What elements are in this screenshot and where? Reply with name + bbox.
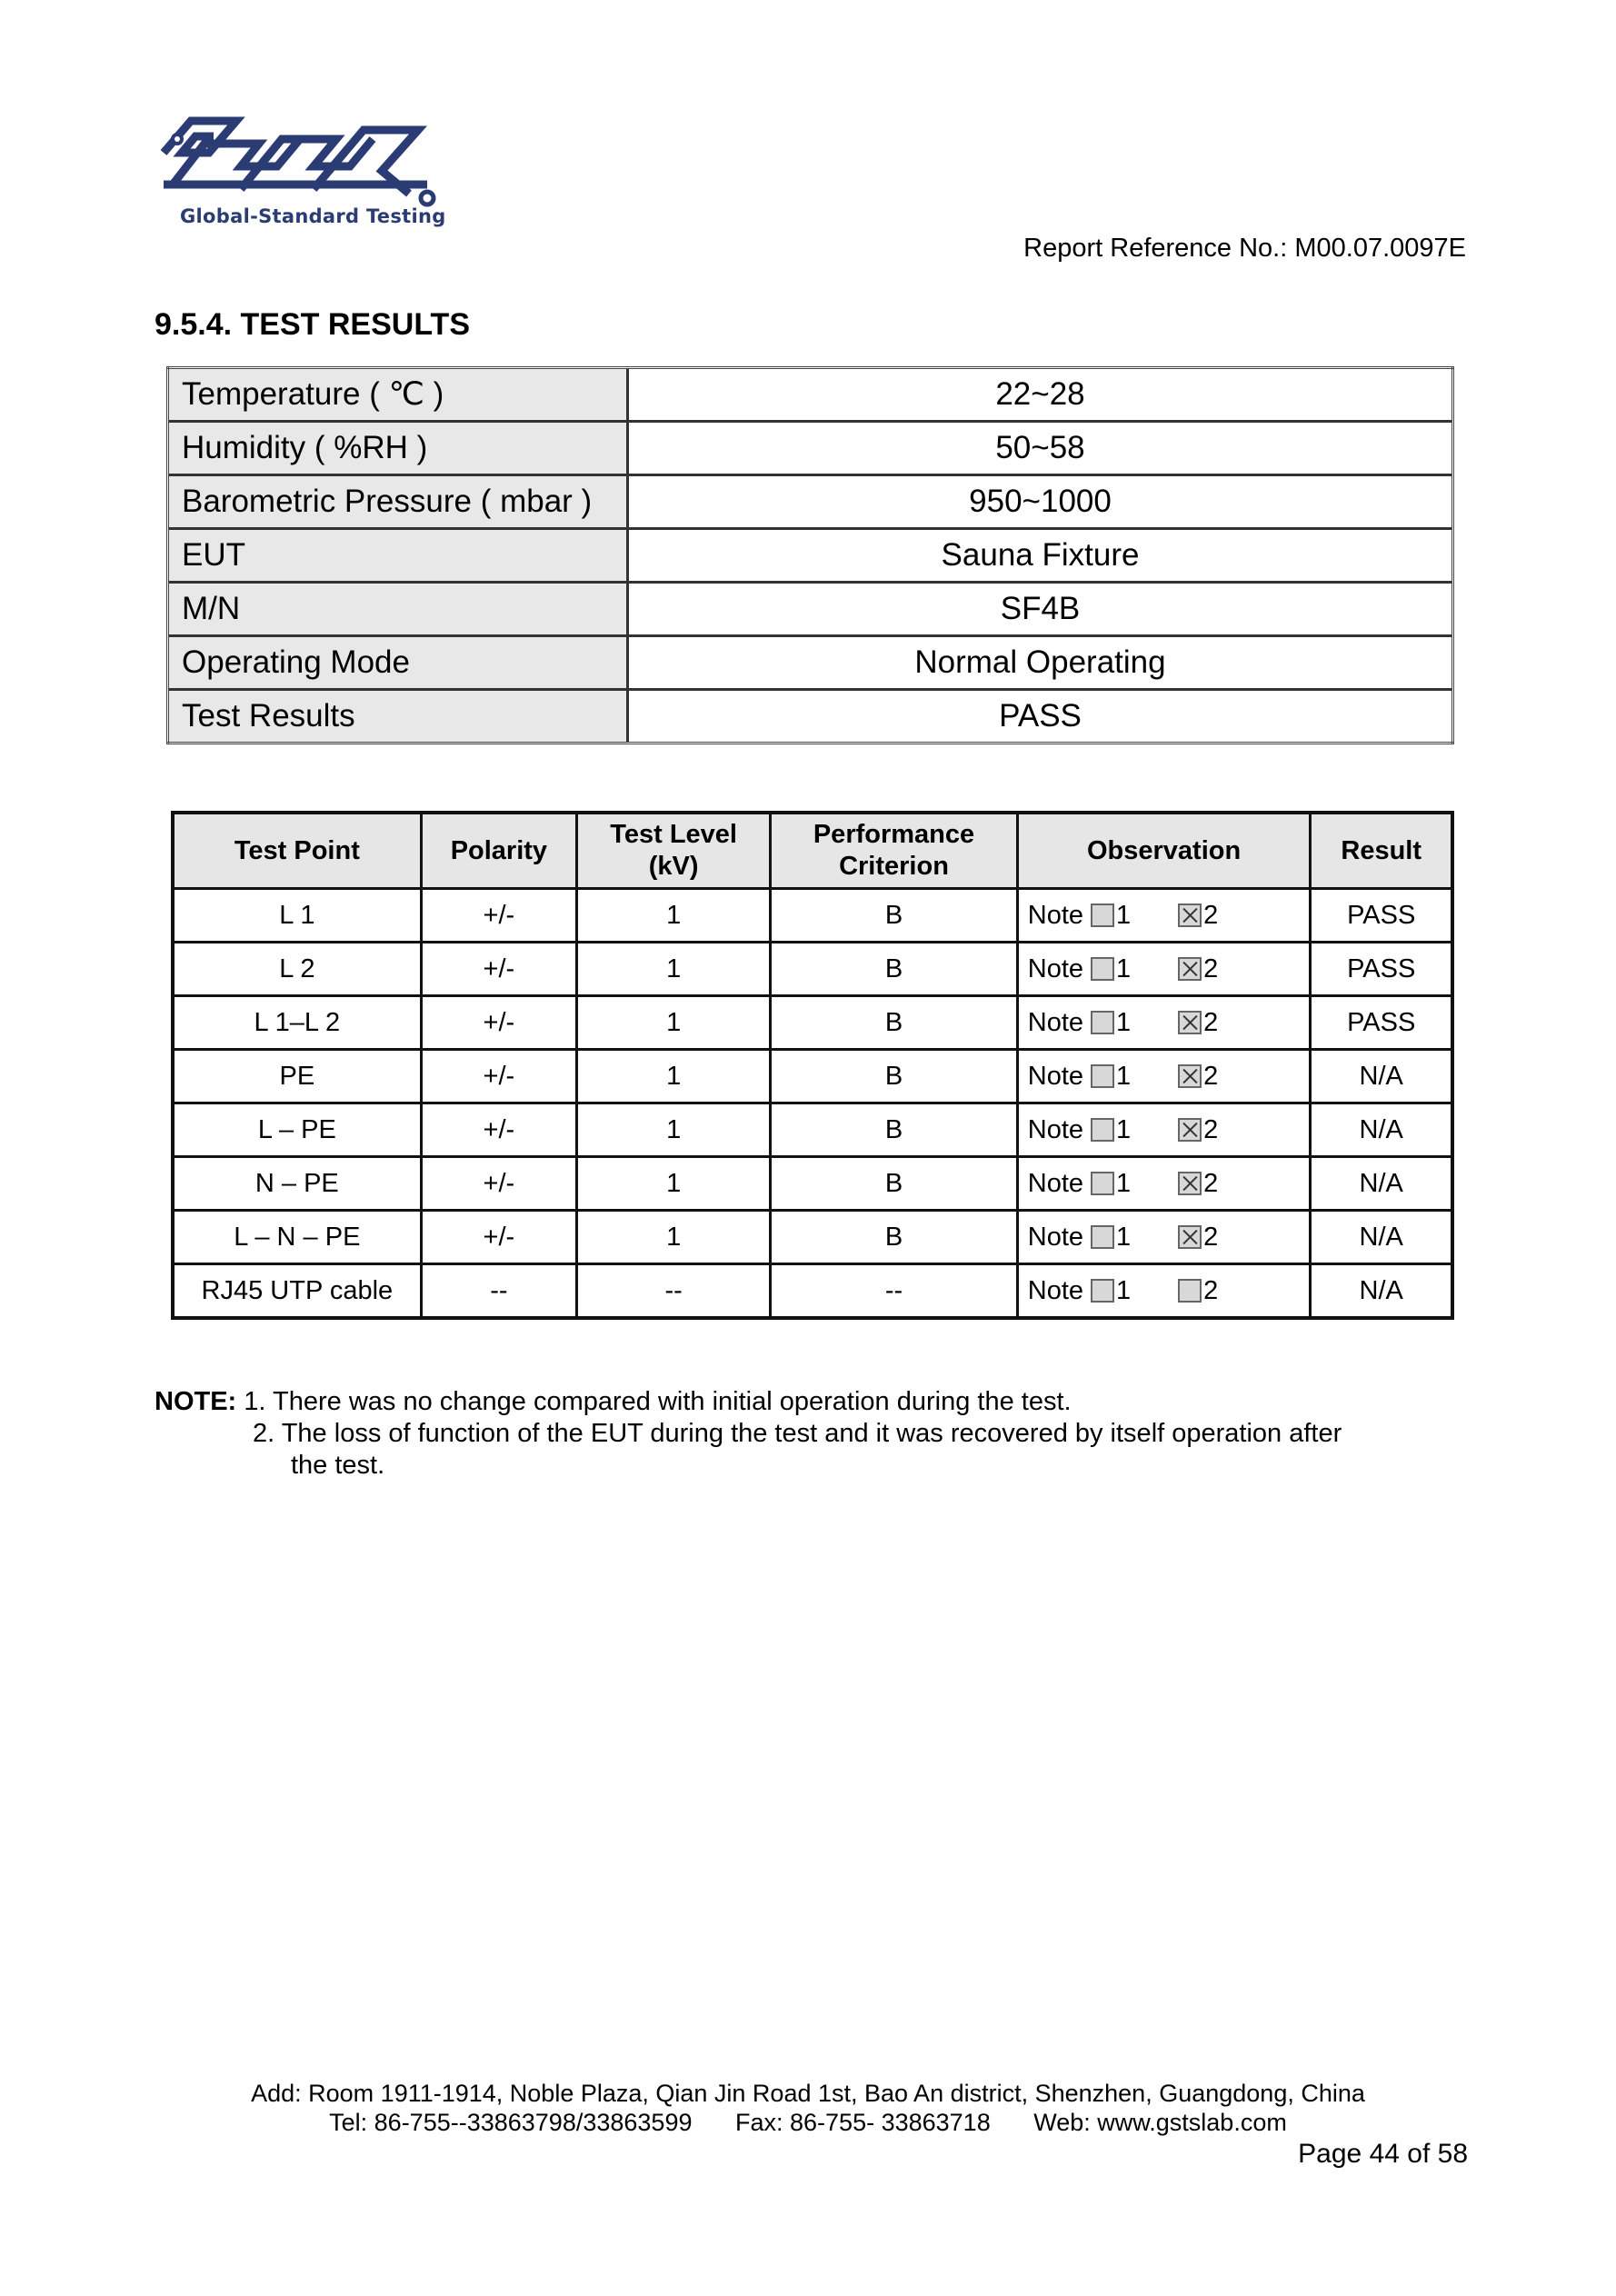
table-row — [173, 996, 1452, 1050]
criterion-cell: B — [771, 996, 1018, 1050]
result-cell: PASS — [1311, 996, 1452, 1050]
table-row — [173, 1157, 1452, 1211]
condition-value: 950~1000 — [628, 475, 1453, 529]
header-test-point: Test Point — [173, 813, 421, 889]
note-text: Note — [1027, 1222, 1084, 1252]
condition-row — [168, 636, 1453, 690]
company-logo — [155, 116, 454, 235]
checkbox-icon — [1091, 1172, 1114, 1195]
condition-label: Humidity ( %RH ) — [168, 422, 628, 475]
test-results-table — [171, 811, 1454, 1320]
note-text: Note — [1027, 1275, 1084, 1305]
test-point-cell: RJ45 UTP cable — [173, 1264, 421, 1319]
test-level-cell: 1 — [577, 889, 771, 943]
observation-cell — [1017, 1211, 1311, 1264]
condition-label: Barometric Pressure ( mbar ) — [168, 475, 628, 529]
criterion-cell: B — [771, 1103, 1018, 1157]
checked-box-icon — [1178, 903, 1202, 927]
condition-value: 50~58 — [628, 422, 1453, 475]
option-1-label: 1 — [1116, 1114, 1132, 1144]
section-title: 9.5.4. TEST RESULTS — [155, 307, 471, 342]
header-observation: Observation — [1017, 813, 1311, 889]
criterion-cell: -- — [771, 1264, 1018, 1319]
table-row — [173, 943, 1452, 996]
test-level-cell: 1 — [577, 1157, 771, 1211]
table-row — [173, 889, 1452, 943]
condition-label: Operating Mode — [168, 636, 628, 690]
observation-cell — [1017, 1157, 1311, 1211]
note-line-3: the test. — [291, 1451, 385, 1480]
observation-cell — [1017, 1050, 1311, 1103]
option-1-label: 1 — [1116, 1061, 1132, 1091]
result-cell: N/A — [1311, 1157, 1452, 1211]
criterion-cell: B — [771, 889, 1018, 943]
checkbox-icon — [1091, 1225, 1114, 1249]
checkbox-icon — [1091, 1118, 1114, 1142]
checked-box-icon — [1178, 1011, 1202, 1034]
header-result: Result — [1311, 813, 1452, 889]
test-point-cell: L 1–L 2 — [173, 996, 421, 1050]
gst-logo-mark-icon — [155, 116, 445, 207]
results-header-row — [173, 813, 1452, 889]
condition-row — [168, 690, 1453, 744]
condition-row — [168, 368, 1453, 422]
condition-value: SF4B — [628, 583, 1453, 636]
observation-cell — [1017, 943, 1311, 996]
footer-web: Web: www.gstslab.com — [1033, 2109, 1287, 2136]
test-level-cell: 1 — [577, 996, 771, 1050]
observation-cell — [1017, 889, 1311, 943]
criterion-cell: B — [771, 1157, 1018, 1211]
footer-address: Add: Room 1911-1914, Noble Plaza, Qian Jin Road 1st, Bao An district, Shenzhen, Guangdong, China — [251, 2080, 1365, 2107]
checkbox-icon — [1091, 957, 1114, 981]
test-conditions-table — [166, 366, 1454, 744]
checked-box-icon — [1178, 1118, 1202, 1142]
header-polarity: Polarity — [421, 813, 576, 889]
condition-value: Normal Operating — [628, 636, 1453, 690]
polarity-cell: +/- — [421, 1050, 576, 1103]
polarity-cell: +/- — [421, 889, 576, 943]
condition-label: Test Results — [168, 690, 628, 744]
polarity-cell: +/- — [421, 1211, 576, 1264]
checked-box-icon — [1178, 957, 1202, 981]
option-2-label: 2 — [1203, 1168, 1219, 1198]
option-2-label: 2 — [1203, 953, 1219, 983]
condition-row — [168, 583, 1453, 636]
option-2-label: 2 — [1203, 1275, 1219, 1305]
header-performance-criterion: Performance Criterion — [771, 813, 1018, 889]
test-level-cell: 1 — [577, 1103, 771, 1157]
condition-label: EUT — [168, 529, 628, 583]
condition-label: M/N — [168, 583, 628, 636]
note-text: Note — [1027, 1168, 1084, 1198]
observation-cell — [1017, 1264, 1311, 1319]
test-point-cell: L 1 — [173, 889, 421, 943]
note-label: NOTE: — [155, 1387, 237, 1416]
checkbox-icon — [1091, 1011, 1114, 1034]
footer-fax: Fax: 86-755- 33863718 — [735, 2109, 991, 2136]
observation-cell — [1017, 1103, 1311, 1157]
option-2-label: 2 — [1203, 1222, 1219, 1252]
note-text: Note — [1027, 1007, 1084, 1037]
polarity-cell: +/- — [421, 1157, 576, 1211]
polarity-cell: +/- — [421, 1103, 576, 1157]
test-level-cell: 1 — [577, 1211, 771, 1264]
condition-value: PASS — [628, 690, 1453, 744]
table-row — [173, 1103, 1452, 1157]
result-cell: N/A — [1311, 1264, 1452, 1319]
option-1-label: 1 — [1116, 1275, 1132, 1305]
criterion-cell: B — [771, 1050, 1018, 1103]
option-1-label: 1 — [1116, 953, 1132, 983]
checkbox-icon — [1091, 1064, 1114, 1088]
checked-box-icon — [1178, 1225, 1202, 1249]
test-point-cell: N – PE — [173, 1157, 421, 1211]
polarity-cell: +/- — [421, 943, 576, 996]
report-reference: Report Reference No.: M00.07.0097E — [1023, 234, 1466, 263]
result-cell: PASS — [1311, 889, 1452, 943]
header-test-level: Test Level (kV) — [577, 813, 771, 889]
table-row — [173, 1050, 1452, 1103]
condition-row — [168, 422, 1453, 475]
table-row — [173, 1211, 1452, 1264]
checkbox-icon — [1178, 1279, 1202, 1303]
result-cell: N/A — [1311, 1103, 1452, 1157]
note-line-2: 2. The loss of function of the EUT during the test and it was recovered by itself operation after — [253, 1419, 1342, 1448]
logo-text: Global-Standard Testing — [180, 205, 446, 227]
result-cell: N/A — [1311, 1211, 1452, 1264]
test-level-cell: 1 — [577, 1050, 771, 1103]
notes-block — [155, 1386, 1342, 1482]
option-2-label: 2 — [1203, 1007, 1219, 1037]
test-level-cell: 1 — [577, 943, 771, 996]
page-number: Page 44 of 58 — [1298, 2139, 1468, 2169]
condition-row — [168, 529, 1453, 583]
test-point-cell: L – PE — [173, 1103, 421, 1157]
condition-row — [168, 475, 1453, 529]
option-1-label: 1 — [1116, 1168, 1132, 1198]
option-1-label: 1 — [1116, 900, 1132, 930]
note-text: Note — [1027, 1061, 1084, 1091]
test-point-cell: PE — [173, 1050, 421, 1103]
note-text: Note — [1027, 953, 1084, 983]
result-cell: PASS — [1311, 943, 1452, 996]
checked-box-icon — [1178, 1172, 1202, 1195]
test-point-cell: L – N – PE — [173, 1211, 421, 1264]
note-text: Note — [1027, 1114, 1084, 1144]
footer-tel: Tel: 86-755--33863798/33863599 — [329, 2109, 693, 2136]
criterion-cell: B — [771, 943, 1018, 996]
polarity-cell: +/- — [421, 996, 576, 1050]
result-cell: N/A — [1311, 1050, 1452, 1103]
footer — [0, 2079, 1616, 2137]
option-1-label: 1 — [1116, 1222, 1132, 1252]
option-2-label: 2 — [1203, 900, 1219, 930]
table-row — [173, 1264, 1452, 1319]
note-text: Note — [1027, 900, 1084, 930]
option-2-label: 2 — [1203, 1061, 1219, 1091]
checkbox-icon — [1091, 1279, 1114, 1303]
condition-label: Temperature ( ℃ ) — [168, 368, 628, 422]
option-2-label: 2 — [1203, 1114, 1219, 1144]
note-line-1: 1. There was no change compared with initial operation during the test. — [244, 1387, 1072, 1416]
criterion-cell: B — [771, 1211, 1018, 1264]
checked-box-icon — [1178, 1064, 1202, 1088]
observation-cell — [1017, 996, 1311, 1050]
option-1-label: 1 — [1116, 1007, 1132, 1037]
condition-value: Sauna Fixture — [628, 529, 1453, 583]
test-level-cell: -- — [577, 1264, 771, 1319]
checkbox-icon — [1091, 903, 1114, 927]
polarity-cell: -- — [421, 1264, 576, 1319]
condition-value: 22~28 — [628, 368, 1453, 422]
test-point-cell: L 2 — [173, 943, 421, 996]
